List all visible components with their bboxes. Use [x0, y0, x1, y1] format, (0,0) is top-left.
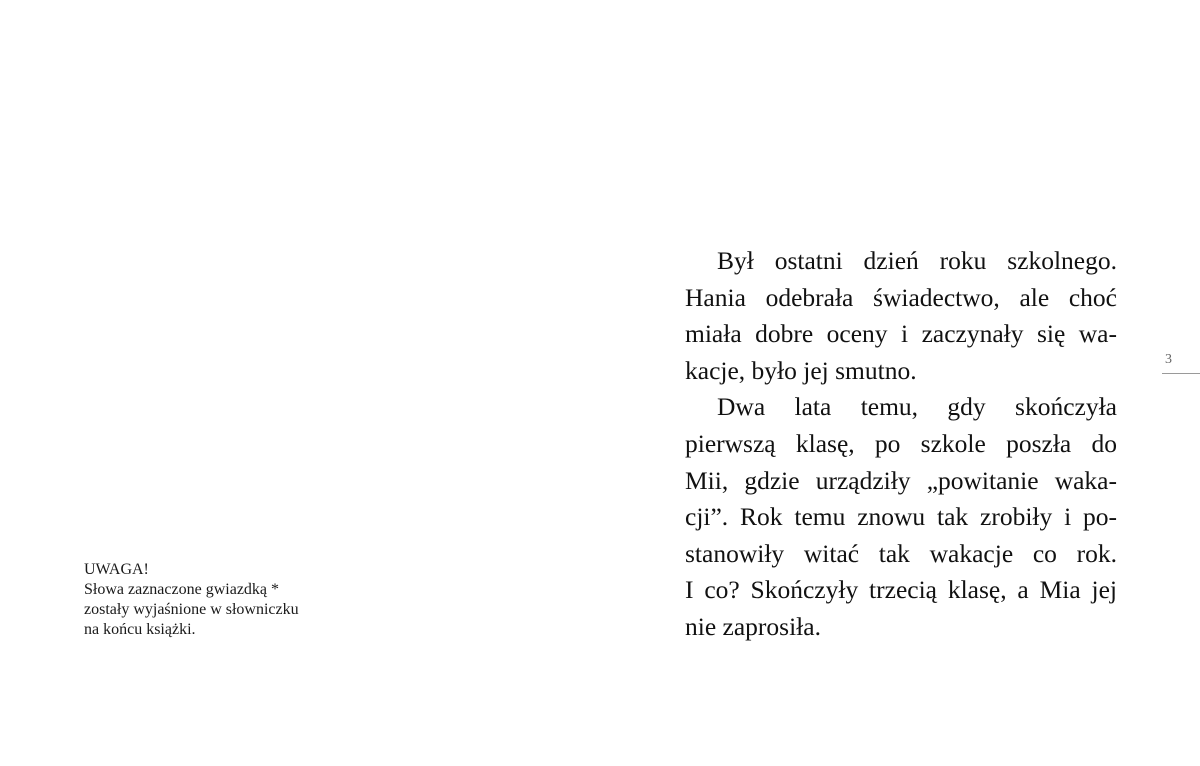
note-line: na końcu książki.	[84, 621, 196, 638]
text-line: I co? Skończyły trzecią klasę, a Mia jej	[685, 575, 1117, 605]
text-line: nie zaprosiła.	[685, 611, 821, 641]
page-number: 3	[1165, 352, 1172, 367]
note-line: Słowa zaznaczone gwiazdką *	[84, 581, 280, 598]
right-page	[600, 0, 1200, 766]
text-line: pierwszą klasę, po szkole poszła do	[685, 428, 1117, 458]
page-number-rule	[1162, 373, 1200, 374]
text-line: kacje, było jej smutno.	[685, 355, 917, 385]
text-line: Dwa lata temu, gdy skończyła	[717, 392, 1117, 422]
note-line: zostały wyjaśnione w słowniczku	[84, 601, 299, 618]
note-heading: UWAGA!	[84, 561, 149, 578]
text-line: Mii, gdzie urządziły „powitanie waka-	[685, 465, 1117, 495]
text-line: stanowiły witać tak wakacje co rok.	[685, 538, 1117, 568]
story-text	[685, 243, 1117, 646]
text-line: Hania odebrała świadectwo, ale choć	[685, 282, 1117, 312]
text-line: Był ostatni dzień roku szkolnego.	[717, 246, 1117, 275]
glossary-note	[84, 560, 384, 640]
text-line: cji”. Rok temu znowu tak zrobiły i po-	[685, 502, 1117, 532]
text-line: miała dobre oceny i zaczynały się wa-	[685, 319, 1117, 349]
